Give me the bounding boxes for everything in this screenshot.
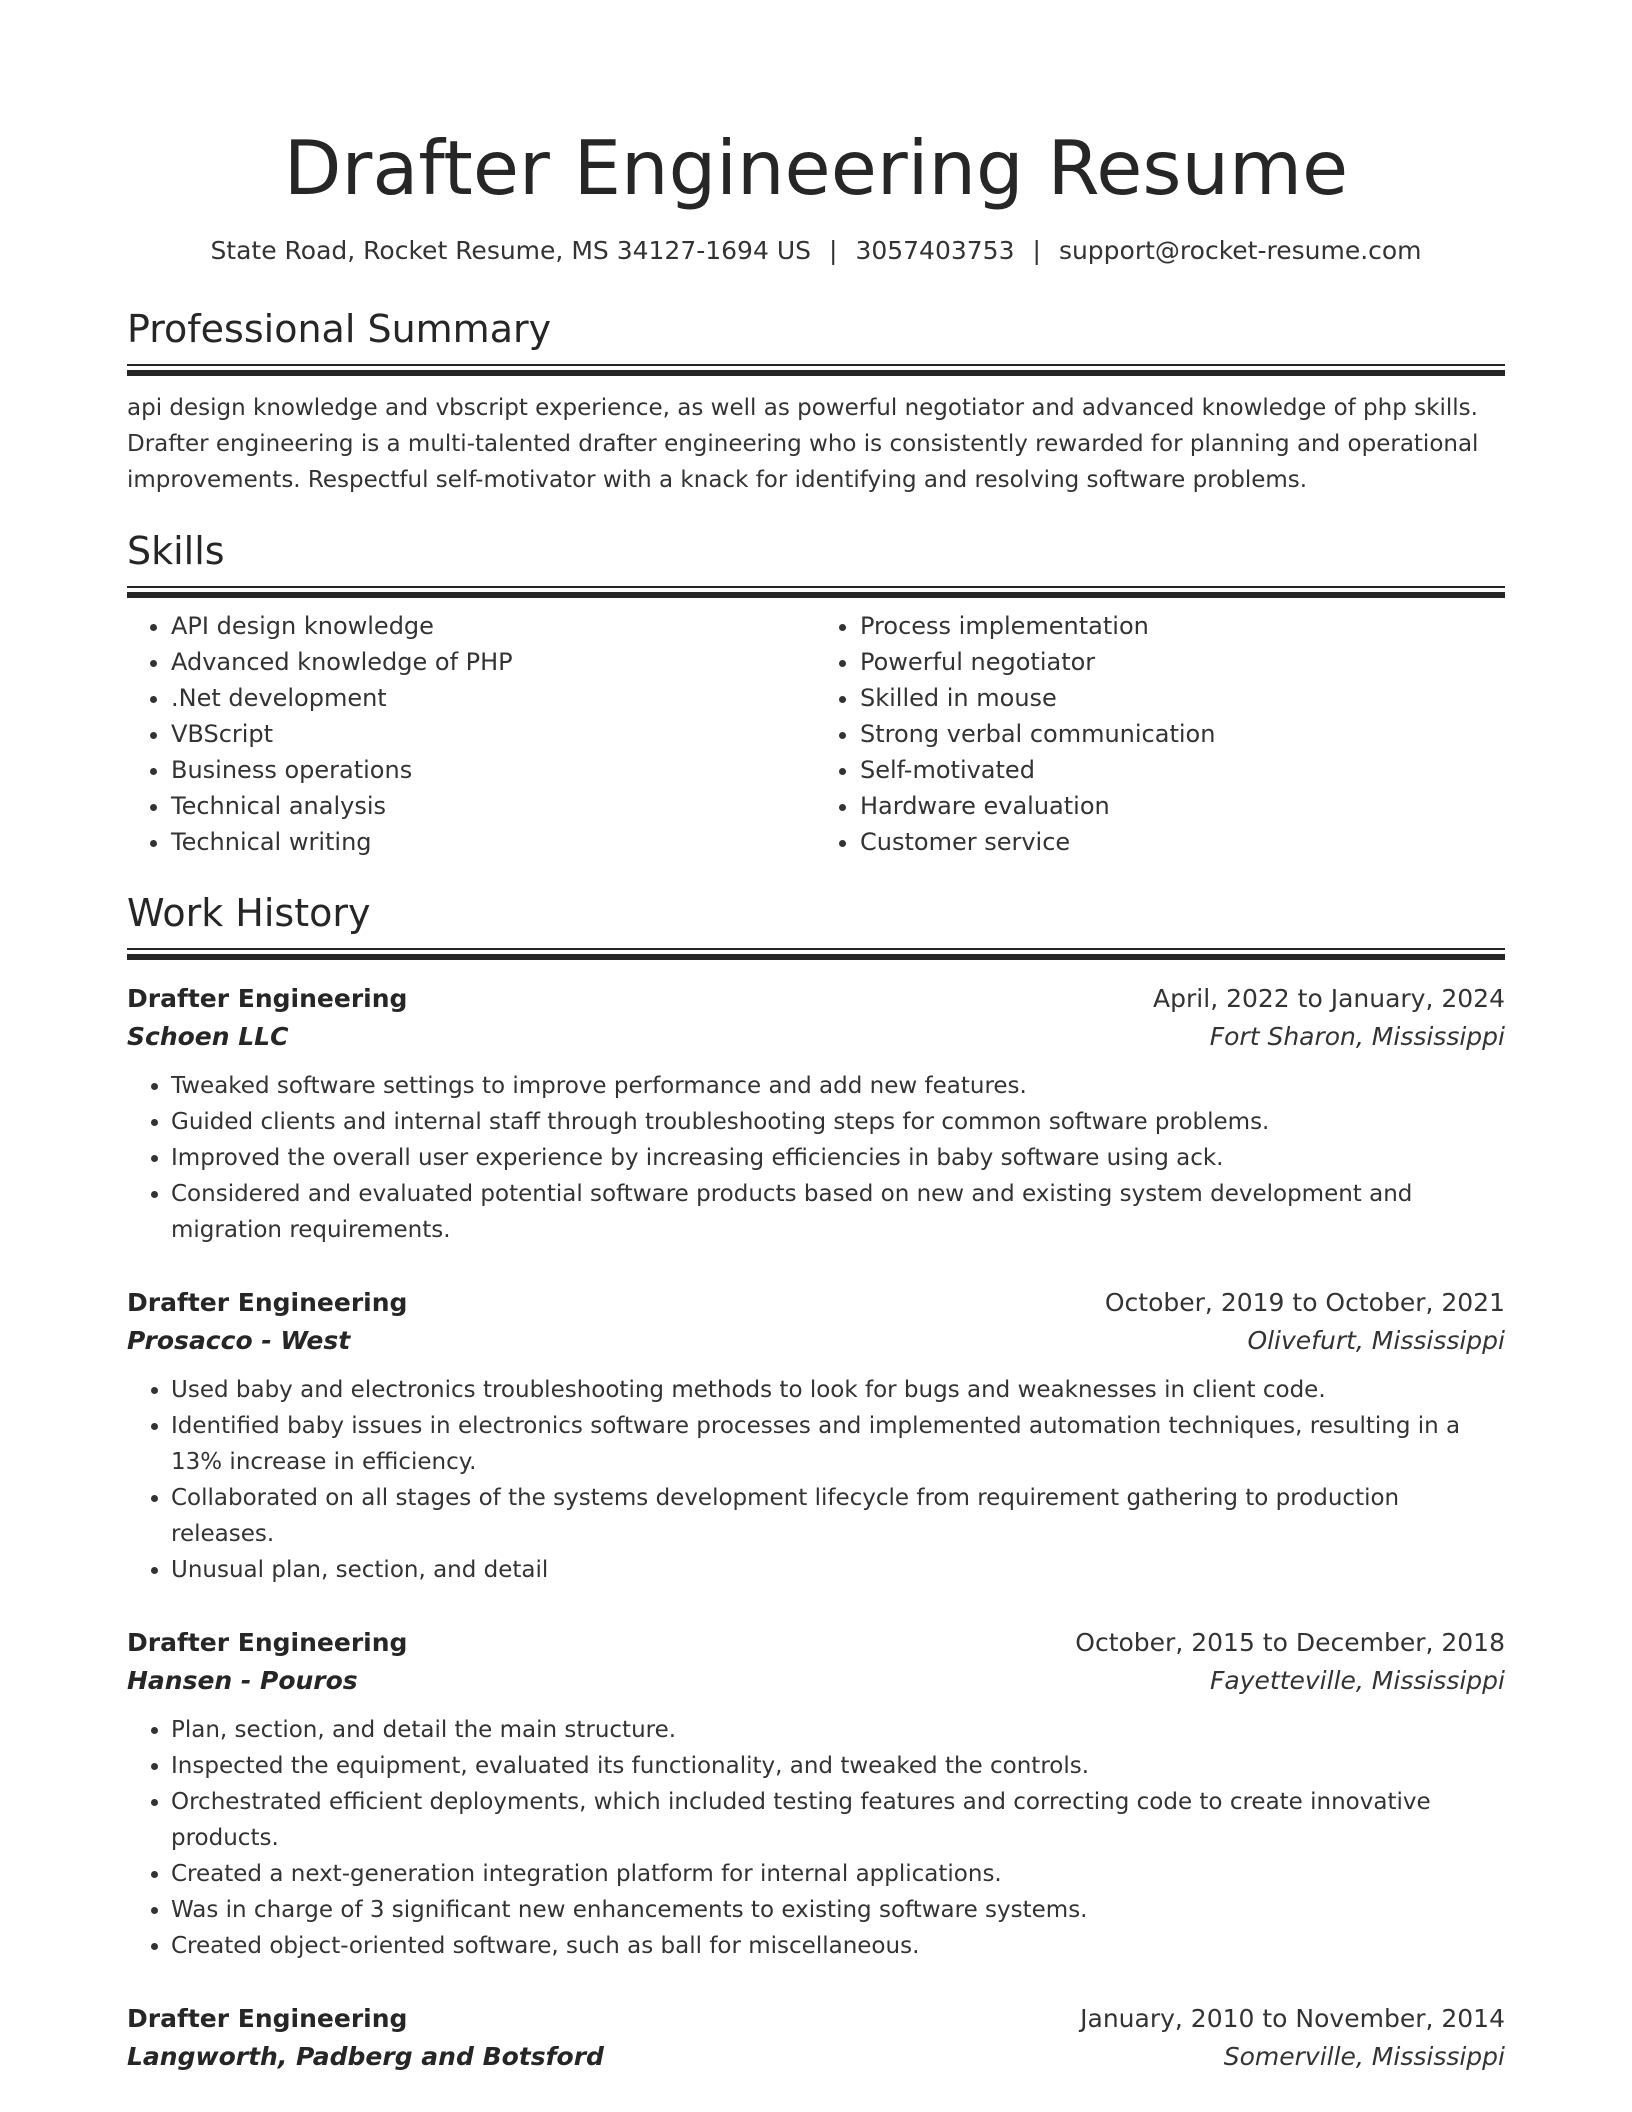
summary-text: api design knowledge and vbscript experience, as well as powerful negotiator and advanced knowledge of php skills. Drafter engineering is a multi-talented drafter engineering who is consistently rewarded for planning and operational improvements. Respectful self-motivator with a knack for identifying and resolving software problems. [127, 395, 1479, 493]
skills-left-list [127, 608, 816, 860]
job-company: Hansen - Pouros [127, 1666, 358, 1695]
job-bullet: • Guided clients and internal staff through troubleshooting steps for common software problems. [171, 1104, 1505, 1140]
section-divider [127, 364, 1505, 378]
skill-item: • Skilled in mouse [860, 680, 1505, 716]
job-dates: April, 2022 to January, 2024 [1153, 984, 1505, 1013]
job-dates: January, 2010 to November, 2014 [1080, 2004, 1505, 2033]
job-bullet: • Identified baby issues in electronics software processes and implemented automation techniques, resulting in a 13% increase in efficiency. [171, 1408, 1505, 1480]
job-entry [127, 980, 1505, 1248]
job-company: Langworth, Padberg and Botsford [127, 2042, 604, 2071]
work-history-heading: Work History [127, 891, 371, 935]
job-bullet: • Created object-oriented software, such as ball for miscellaneous. [171, 1928, 1505, 1964]
skill-item: • Technical analysis [171, 788, 816, 824]
section-divider [127, 948, 1505, 962]
job-company-row [127, 1662, 1505, 1700]
job-company-row [127, 2038, 1505, 2076]
job-header-row [127, 2000, 1505, 2038]
job-header-row [127, 980, 1505, 1018]
job-bullet: • Plan, section, and detail the main structure. [171, 1712, 1505, 1748]
skills-columns [127, 608, 1505, 860]
job-title: Drafter Engineering [127, 984, 408, 1013]
job-bullet: • Unusual plan, section, and detail [171, 1552, 1505, 1588]
skill-item: • Self-motivated [860, 752, 1505, 788]
job-entry [127, 1624, 1505, 1964]
job-company-row [127, 1018, 1505, 1056]
skill-item: • Technical writing [171, 824, 816, 860]
job-location: Olivefurt, Mississippi [1247, 1326, 1505, 1355]
work-history-section [127, 890, 1505, 2076]
job-location: Fort Sharon, Mississippi [1209, 1022, 1505, 1051]
job-title: Drafter Engineering [127, 1288, 408, 1317]
skill-item: • Hardware evaluation [860, 788, 1505, 824]
skill-item: • Powerful negotiator [860, 644, 1505, 680]
contact-email: support@rocket-resume.com [1058, 236, 1422, 265]
job-bullets [127, 1372, 1505, 1588]
skills-section [127, 528, 1505, 860]
skill-item: • Process implementation [860, 608, 1505, 644]
skill-item: • Customer service [860, 824, 1505, 860]
job-entry [127, 2000, 1505, 2076]
skill-item: • Advanced knowledge of PHP [171, 644, 816, 680]
summary-section [127, 306, 1505, 498]
job-title: Drafter Engineering [127, 2004, 408, 2033]
job-header-row [127, 1284, 1505, 1322]
section-divider [127, 586, 1505, 600]
job-company: Schoen LLC [127, 1022, 289, 1051]
job-bullet: • Collaborated on all stages of the systems development lifecycle from requirement gathering to production releases. [171, 1480, 1505, 1552]
skills-right-list [816, 608, 1505, 860]
contact-phone: 3057403753 [855, 236, 1015, 265]
contact-separator: | [1032, 236, 1041, 265]
summary-heading: Professional Summary [127, 307, 552, 351]
job-header-row [127, 1624, 1505, 1662]
job-bullet: • Inspected the equipment, evaluated its functionality, and tweaked the controls. [171, 1748, 1505, 1784]
job-company-row [127, 1322, 1505, 1360]
skills-heading: Skills [127, 529, 225, 573]
job-bullet: • Tweaked software settings to improve performance and add new features. [171, 1068, 1505, 1104]
contact-address: State Road, Rocket Resume, MS 34127-1694 US [210, 236, 811, 265]
job-location: Fayetteville, Mississippi [1210, 1666, 1505, 1695]
job-bullet: • Orchestrated efficient deployments, which included testing features and correcting code to create innovative products. [171, 1784, 1505, 1856]
contact-line [127, 234, 1505, 268]
job-bullet: • Used baby and electronics troubleshooting methods to look for bugs and weaknesses in client code. [171, 1372, 1505, 1408]
job-title: Drafter Engineering [127, 1628, 408, 1657]
job-company: Prosacco - West [127, 1326, 351, 1355]
job-location: Somerville, Mississippi [1223, 2042, 1505, 2071]
job-entry [127, 1284, 1505, 1588]
skill-item: • VBScript [171, 716, 816, 752]
job-bullet: • Was in charge of 3 significant new enhancements to existing software systems. [171, 1892, 1505, 1928]
skill-item: • Strong verbal communication [860, 716, 1505, 752]
job-bullet: • Improved the overall user experience by increasing efficiencies in baby software using ack. [171, 1140, 1505, 1176]
job-bullet: • Considered and evaluated potential software products based on new and existing system development and migration requirements. [171, 1176, 1505, 1248]
skill-item: • API design knowledge [171, 608, 816, 644]
skill-item: • Business operations [171, 752, 816, 788]
job-dates: October, 2015 to December, 2018 [1075, 1628, 1505, 1657]
contact-separator: | [829, 236, 838, 265]
skill-item: • .Net development [171, 680, 816, 716]
page-title: Drafter Engineering Resume [283, 124, 1349, 212]
job-bullet: • Created a next-generation integration platform for internal applications. [171, 1856, 1505, 1892]
job-dates: October, 2019 to October, 2021 [1104, 1288, 1505, 1317]
job-bullets [127, 1712, 1505, 1964]
job-bullets [127, 1068, 1505, 1248]
